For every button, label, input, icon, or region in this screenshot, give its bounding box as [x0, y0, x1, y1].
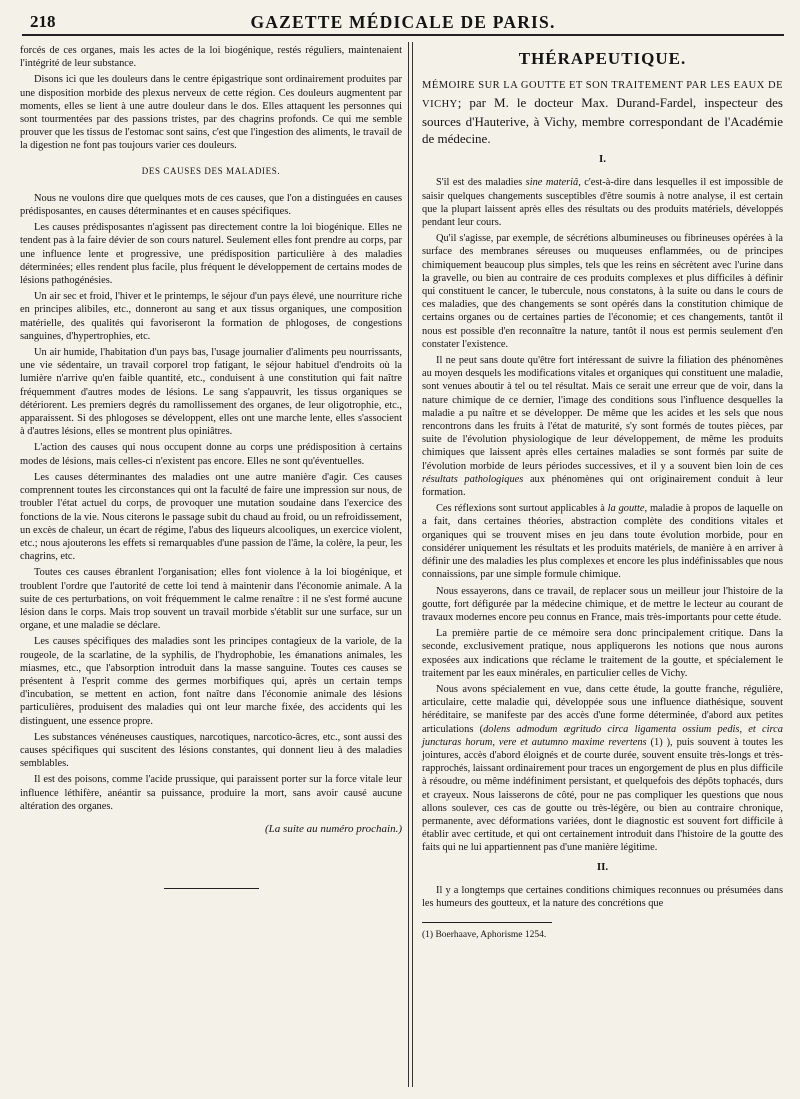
paragraph: Toutes ces causes ébranlent l'organisation; elles font violence à la loi biogénique, et troublent l'ordre que l'autorité de cette loi tend à maintenir dans l'économie animale. A la suite de ces perturbations, on voit fréquemment le calme renaître : il ne s'est formé aucune lésion dans le corps. Mais trop souvent un travail morbide s'établit sur une surface, sur un organe, et une maladie se déclare.	[20, 567, 402, 632]
paragraph: Nous ne voulons dire que quelques mots de ces causes, que l'on a distinguées en causes prédisposantes, en causes déterminantes et en causes spécifiques.	[20, 192, 402, 218]
paragraph: Disons ici que les douleurs dans le centre épigastrique sont ordinairement produites par une disposition morbide des plexus nerveux de cette région. Ces douleurs augmentent par moments, elles se lient à une autre douleur dans le dos. Elles attaquent les personnes qui sont tourmentées par des passions tristes, par des chagrins profonds. Ce qui me semble prouver que les tissus de l'estomac sont sains, c'est que l'ingestion des aliments, le travail de la digestion ne font pas toujours varier ces douleurs.	[20, 74, 402, 152]
section-heading: DES CAUSES DES MALADIES.	[141, 165, 281, 176]
footnote: (1) Boerhaave, Aphorisme 1254.	[422, 930, 547, 941]
paragraph: Les causes déterminantes des maladies ont une autre manière d'agir. Ces causes comprennent toutes les circonstances qui ont la faculté de faire une impression sur nous, de troubler l'état actuel du corps, de provoquer une mutation soudaine dans l'exercice des fonctions de la vie. Nous citerons le passage subit du chaud au froid, ou un refroidissement, un excès de chaleur, un écart de régime, l'abus des liqueurs alcooliques, un exercice violent, etc.; nous ajouterons les effets si remarquables d'une passion de l'âme, la colère, la peur, les chagrins, etc.	[20, 471, 402, 563]
section-title: THÉRAPEUTIQUE.	[518, 49, 687, 68]
paragraph: Un air sec et froid, l'hiver et le printemps, le séjour d'un pays élevé, une nourriture riche en principes alibiles, etc., donneront au sang et aux tissus organiques, une composition matérielle, des qualités qui favoriseront la formation de phlogoses, de congestions sanguines, d'hypertrophies, etc.	[20, 291, 402, 342]
paragraph: Ces réflexions sont surtout applicables à la goutte, maladie à propos de laquelle on a fait, dans certaines théories, abstraction complète des conditions vitales et organiques qui se trouvent mises en jeu dans toute évolution morbide, pour en considérer uniquement les résultats et les produits matériels, de manière à en arriver à définir une des maladies les plus complexes et encore les plus indéfinissables que nous connaissions, par une simple formule chimique.	[422, 503, 783, 581]
paragraph: Nous avons spécialement en vue, dans cette étude, la goutte franche, régulière, articulaire, cette maladie qui, développée sous une influence diathésique, souvent héréditaire, se manifeste par des accès d'une forme déterminée, d'abord aux petites articulations (dolens admodum ægritudo circa ligamenta ossium pedis, et circa juncturas horum, vere et autumno maxime revertens (1) ), puis souvent à toutes les jointures, accès d'abord éloignés et de courte durée, souvent ensuite très-longs et très-rapprochés, laissant ordinairement pour traces un engorgement de plus en plus difficile à résoudre, ou même indéfiniment persistant, et quelquefois des dépôts tophacés, durs et crayeux. Nous laisserons de côté, pour ne pas compliquer les questions que nous allons soulever, ces cas de goutte ou très-légère, ou bien au contraire chronique, permanente, avec déformations variées, dont le diagnostic est souvent fort difficile à établir avec certitude, et qui ont certainement introduit dans l'histoire de la goutte des faits qui ne lui appartiennent pas d'une manière légitime.	[422, 683, 783, 854]
paragraph: Les substances vénéneuses caustiques, narcotiques, narcotico-âcres, etc., sont aussi des causes spécifiques qui suscitent des lésions constantes, qui donnent lieu à des maladies semblables.	[20, 731, 402, 770]
right-column	[422, 44, 783, 945]
journal-title: GAZETTE MÉDICALE DE PARIS.	[250, 12, 556, 32]
paragraph: Les causes prédisposantes n'agissent pas directement contre la loi biogénique. Elles ne tendent pas à la faire dévier de son cours naturel. Seulement elles font prendre au corps, par une influence lente et progressive, une prédisposition particulière à des maladies déterminées; elles rendent plus facile, plus fréquent le développement de certains modes de lésions pathogénésies.	[20, 222, 402, 287]
paragraph: Il y a longtemps que certaines conditions chimiques reconnues ou présumées dans les humeurs des goutteux, et la nature des concrétions que	[422, 884, 783, 909]
continuation-note: (La suite au numéro prochain.)	[265, 822, 402, 835]
paragraph: Il est des poisons, comme l'acide prussique, qui paraissent porter sur la force vitale leur influence léthifère, anéantir sa puissance, produire la mort, sans avoir causé aucune altération des organes.	[20, 774, 402, 812]
paragraph: Les causes spécifiques des maladies sont les principes contagieux de la variole, de la rougeole, de la scarlatine, de la syphilis, de l'hydrophobie, les émanations animales, les miasmes, etc., que l'absorption introduit dans la masse sanguine. Toutes ces causes se présentent à l'esprit comme des germes morbifiques qui, après un certain temps d'incubation, se mettent en action, font naître dans l'économie animale des lésions particulières, produisent des maladies qui ont leur marche fixée, des accidents qui les distinguent, une essence propre.	[20, 636, 402, 727]
paragraph: Nous essayerons, dans ce travail, de replacer sous un meilleur jour l'histoire de la goutte, fort défigurée par la médecine chimique, et de mettre le lecteur au courant de travaux modernes encore peu connus en France, mais très-importants pour cette étude.	[422, 585, 783, 623]
paragraph: S'il est des maladies sine materiâ, c'est-à-dire dans lesquelles il est impossible de saisir quelques changements susceptibles d'être soumis à notre analyse, il est certain que la plupart laissent après elles des résultats ou des produits matériels, développés pendant leur cours.	[422, 177, 784, 229]
page-number: 218	[30, 12, 56, 31]
paragraph: La première partie de ce mémoire sera donc principalement critique. Dans la seconde, exclusivement pratique, nous appliquerons les notions que nous aurons exposées aux indications que réclame le traitement de la goutte, et spécialement le traitement par les eaux minérales, en particulier celles de Vichy.	[422, 628, 783, 679]
footnote-rule	[422, 922, 552, 923]
column-divider	[408, 42, 409, 1087]
paragraph: Un air humide, l'habitation d'un pays bas, l'usage journalier d'aliments peu nourrissants, une vie sédentaire, un travail corporel trop fatigant, le séjour habituel d'endroits où la lumière n'arrive qu'en faible quantité, etc., conduisent à une constitution qui fait naître fréquemment d'autres modes de lésions. Le sang s'appauvrit, les tissus organiques se détériorent. Les premiers degrés du ramollissement des organes, de leur oligotrophie, etc., apparaissent. Si des phlogoses se développent, elles ont une marche lente, elles s'associent à d'autres lésions, elles se montrent plus opiniâtres.	[20, 347, 402, 438]
end-rule	[164, 888, 259, 889]
article-title	[422, 75, 783, 147]
paragraph: L'action des causes qui nous occupent donne au corps une prédisposition à certains modes de lésions, mais celles-ci n'existent pas encore. Elles ne sont qu'éventuelles.	[20, 442, 402, 467]
part-number: I.	[598, 153, 607, 166]
paragraph: forcés de ces organes, mais les actes de la loi biogénique, restés réguliers, maintenaient l'intégrité de leur substance.	[20, 45, 402, 70]
paragraph: Qu'il s'agisse, par exemple, de sécrétions albumineuses ou fibrineuses opérées à la surface des membranes séreuses ou muqueuses enflammées, ou de principes chimiquement beaucoup plus simples, tels que les reins en sécrètent avec l'urine dans la gravelle, ou bien au contraire de ces produits complexes et plus difficiles à définir qui constituent le cancer, le tubercule, nous constatons, à la suite ou dans le cours de ces maladies, que des changements se sont opérés dans la constitution chimique de certains organes ou de certaines parties de l'économie; et ces changements, tantôt il nous est possible d'en reconnaître la nature, tantôt il nous est permis seulement d'en constater l'existence.	[422, 233, 783, 350]
paragraph: Il ne peut sans doute qu'être fort intéressant de suivre la filiation des phénomènes au moyen desquels les modifications vitales et organiques qui constituent une maladie, sont venues aboutir à tel ou tel résultat. Mais ce serait une erreur que de voir, dans la nature chimique de ce dernier, l'image des conditions sous l'influence desquelles la maladie a pu naître et se développer. De même que les acides et les sels que nous rencontrons dans les fruits à l'état de maturité, s'y sont formés de toutes pièces, par suite de l'évolution physiologique de leur développement, de même les produits chimiques que laissent après elles certaines maladies se sont formés par suite de l'évolution morbide de leurs périodes successives, et il y a souvent bien loin de ces résultats pathologiques aux phénomènes qui ont originairement conduit à leur formation.	[422, 355, 783, 499]
part-number: II.	[596, 860, 609, 873]
article-title-rest: ; par M. le docteur Max. Durand-Fardel, inspecteur des sources d'Hauterive, à Vichy, membre correspondant de l'Académie de médecine.	[422, 95, 783, 147]
left-column	[20, 44, 402, 889]
article-title-caps: MÉMOIRE SUR LA GOUTTE ET SON TRAITEMENT PAR LES EAUX DE VICHY	[422, 80, 783, 111]
column-divider	[412, 42, 413, 1087]
page-header	[22, 6, 784, 36]
